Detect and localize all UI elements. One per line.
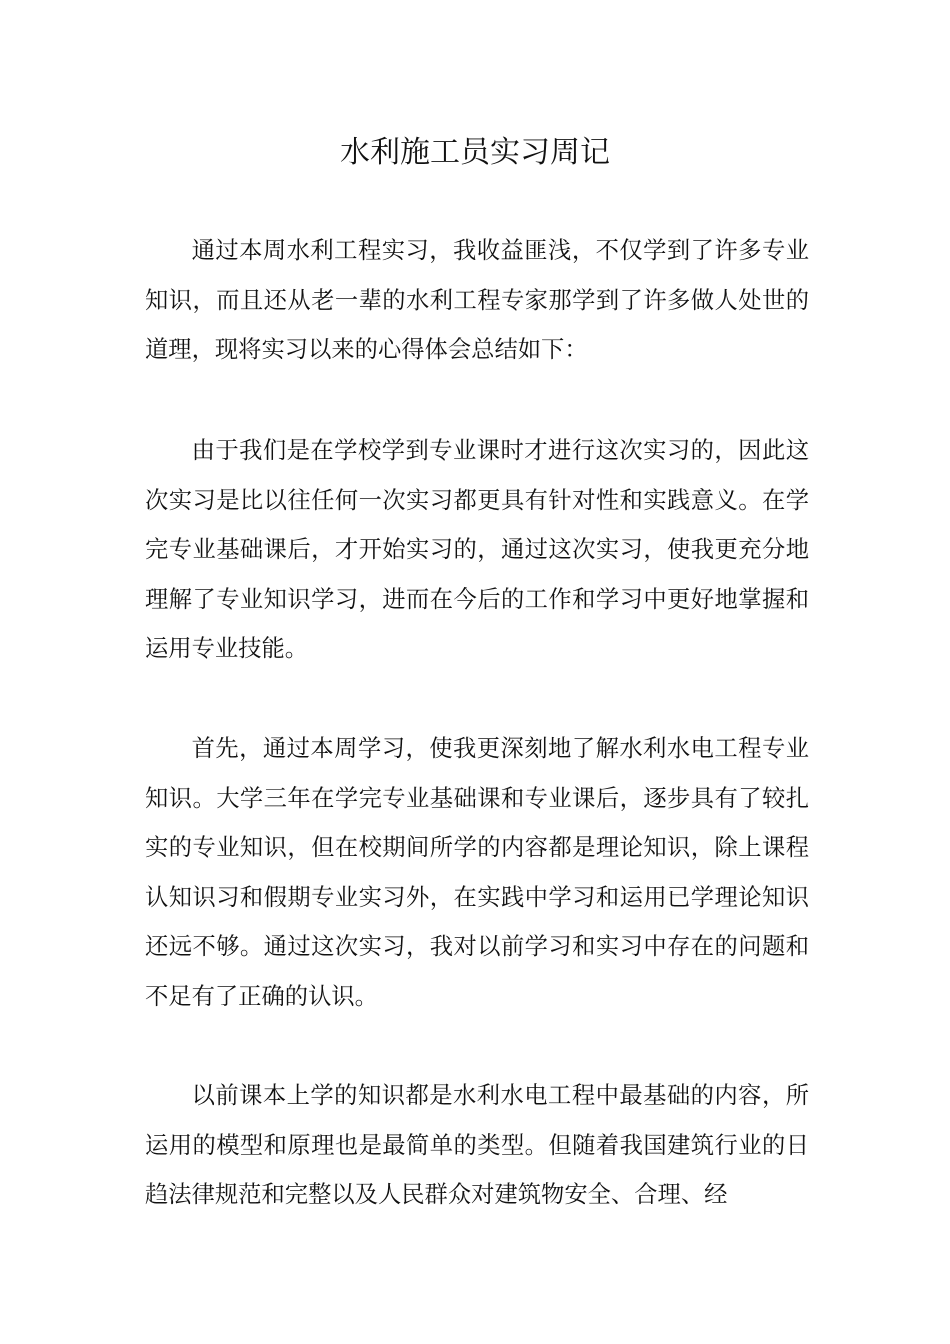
paragraph: 以前课本上学的知识都是水利水电工程中最基础的内容，所运用的模型和原理也是最简单的类型。但随着我国建筑行业的日趋法律规范和完整以及人民群众对建筑物安全、合理、经 [145,1082,809,1208]
paragraph: 通过本周水利工程实习，我收益匪浅，不仅学到了许多专业知识，而且还从老一辈的水利工程专家那学到了许多做人处世的道理，现将实习以来的心得体会总结如下： [145,237,809,363]
document-title: 水利施工员实习周记 [340,135,610,170]
paragraph: 由于我们是在学校学到专业课时才进行这次实习的，因此这次实习是比以往任何一次实习都更具有针对性和实践意义。在学完专业基础课后，才开始实习的，通过这次实习，使我更充分地理解了专业知识学习，进而在今后的工作和学习中更好地掌握和运用专业技能。 [145,437,809,662]
paragraph: 首先，通过本周学习，使我更深刻地了解水利水电工程专业知识。大学三年在学完专业基础课和专业课后，逐步具有了较扎实的专业知识，但在校期间所学的内容都是理论知识，除上课程认知识习和假期专业实习外，在实践中学习和运用已学理论知识还远不够。通过这次实习，我对以前学习和实习中存在的问题和不足有了正确的认识。 [145,735,809,1010]
